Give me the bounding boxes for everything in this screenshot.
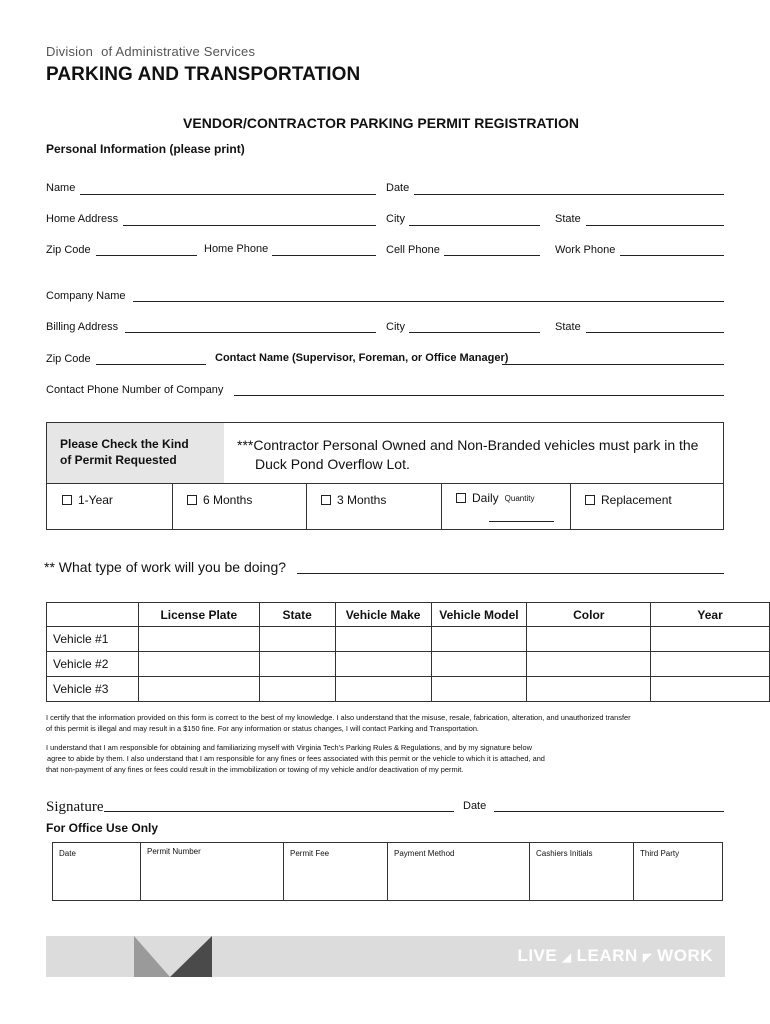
vehicle-table	[46, 602, 770, 702]
zip-code-label: Zip Code	[46, 244, 91, 256]
office-col-permit-number: Permit Number	[141, 843, 284, 901]
permit-col-divider	[172, 483, 173, 530]
office-col-payment-method: Payment Method	[388, 843, 530, 901]
permit-kind-line1: Please Check the Kind	[60, 437, 189, 451]
option-6-months-label: 6 Months	[203, 493, 253, 507]
option-replacement-label: Replacement	[601, 493, 672, 507]
city-label: City	[386, 213, 405, 225]
home-address-field[interactable]	[123, 225, 376, 226]
option-3-months-label: 3 Months	[337, 493, 387, 507]
state-label: State	[555, 213, 581, 225]
vehicle-header-blank	[47, 603, 139, 627]
billing-state-label: State	[555, 321, 581, 333]
cell-phone-label: Cell Phone	[386, 244, 440, 256]
billing-zip-field[interactable]	[96, 364, 206, 365]
table-row	[47, 627, 770, 652]
parking-note-line2: Duck Pond Overflow Lot.	[255, 456, 410, 472]
quantity-field[interactable]	[489, 521, 554, 522]
checkbox-6-months[interactable]	[187, 495, 197, 505]
contact-phone-field[interactable]	[234, 395, 724, 396]
option-1-year-label: 1-Year	[78, 493, 113, 507]
vehicle-cell[interactable]	[431, 627, 527, 652]
division-text-b: of Administrative Services	[101, 44, 256, 59]
vehicle-cell[interactable]	[335, 652, 431, 677]
option-3-months[interactable]	[321, 493, 386, 507]
signature-field[interactable]	[104, 811, 454, 812]
slogan-live: LIVE	[517, 946, 558, 965]
permit-kind-line2: of Permit Requested	[60, 453, 177, 467]
name-field[interactable]	[80, 194, 376, 195]
home-phone-label: Home Phone	[204, 243, 269, 255]
division-label	[46, 44, 255, 59]
triangle-right-icon: ◤	[642, 952, 652, 964]
option-daily[interactable]	[456, 491, 534, 505]
permit-divider	[46, 483, 724, 484]
work-phone-label: Work Phone	[555, 244, 616, 256]
header-license-plate: License Plate	[138, 603, 259, 627]
signature-date-label: Date	[463, 800, 487, 812]
vehicle-cell[interactable]	[335, 627, 431, 652]
zip-code-field[interactable]	[96, 255, 197, 256]
signature-label: Signature	[46, 799, 104, 815]
company-name-label: Company Name	[46, 290, 126, 302]
checkbox-1-year[interactable]	[62, 495, 72, 505]
checkbox-daily[interactable]	[456, 493, 466, 503]
office-use-table	[52, 842, 723, 901]
option-daily-label: Daily	[472, 491, 499, 505]
office-use-title: For Office Use Only	[46, 821, 159, 835]
vehicle-table-header	[47, 603, 770, 627]
slogan-learn: LEARN	[576, 946, 638, 965]
certification-line: of this permit is illegal and may result in a $150 fine. For any information or status changes, I will contact Parking and Transportation.	[46, 724, 479, 733]
name-label: Name	[46, 182, 76, 194]
work-type-question: ** What type of work will you be doing?	[44, 559, 287, 575]
office-col-permit-fee: Permit Fee	[284, 843, 388, 901]
triangle-left-icon: ◢	[562, 952, 572, 964]
work-type-field[interactable]	[297, 573, 724, 574]
department-title: PARKING AND TRANSPORTATION	[46, 64, 361, 85]
company-name-field[interactable]	[133, 301, 724, 302]
city-field[interactable]	[409, 225, 540, 226]
certification-line: I understand that I am responsible for obtaining and familiarizing myself with Virginia Tech’s Parking Rules & Regulations, and by my signature below	[46, 743, 532, 752]
logo-light-shape	[134, 936, 170, 977]
vehicle-cell[interactable]	[527, 627, 651, 652]
billing-zip-label: Zip Code	[46, 353, 91, 365]
billing-state-field[interactable]	[586, 332, 724, 333]
header-state: State	[259, 603, 335, 627]
vehicle-cell[interactable]	[651, 677, 770, 702]
option-replacement[interactable]	[585, 493, 672, 507]
billing-address-field[interactable]	[125, 332, 376, 333]
division-text-a: Division	[46, 44, 94, 59]
quantity-label: Quantity	[504, 493, 535, 503]
vehicle-cell[interactable]	[259, 652, 335, 677]
option-6-months[interactable]	[187, 493, 252, 507]
parking-note-line1: ***Contractor Personal Owned and Non-Branded vehicles must park in the	[237, 437, 699, 453]
office-col-date: Date	[53, 843, 141, 901]
billing-city-label: City	[386, 321, 405, 333]
table-row	[47, 677, 770, 702]
checkbox-3-months[interactable]	[321, 495, 331, 505]
vehicle-cell[interactable]	[259, 627, 335, 652]
checkbox-replacement[interactable]	[585, 495, 595, 505]
option-1-year[interactable]	[62, 493, 113, 507]
vehicle-cell[interactable]	[651, 652, 770, 677]
vehicle-cell[interactable]	[138, 677, 259, 702]
permit-kind-label	[60, 436, 189, 468]
vehicle-row-label: Vehicle #2	[47, 652, 139, 677]
header-vehicle-make: Vehicle Make	[335, 603, 431, 627]
vehicle-cell[interactable]	[138, 627, 259, 652]
certification-line: agree to abide by them. I also understand that I am responsible for any fines or fees associated with this permit or the vehicle to which it is attached, and	[47, 754, 545, 763]
vehicle-cell[interactable]	[431, 677, 527, 702]
certification-line: I certify that the information provided on this form is correct to the best of my knowledge. I also understand that the misuse, resale, fabrication, alteration, and unauthorized transfer	[46, 713, 631, 722]
header-vehicle-model: Vehicle Model	[431, 603, 527, 627]
personal-info-heading: Personal Information (please print)	[46, 142, 245, 156]
certification-line: that non-payment of any fines or fees could result in the immobilization or towing of my vehicle and/or deactivation of my permit.	[46, 765, 464, 774]
vehicle-cell[interactable]	[259, 677, 335, 702]
permit-col-divider	[306, 483, 307, 530]
state-field[interactable]	[586, 225, 724, 226]
permit-col-divider	[570, 483, 571, 530]
vehicle-cell[interactable]	[138, 652, 259, 677]
office-col-third-party: Third Party	[634, 843, 723, 901]
university-logo-icon	[46, 936, 216, 977]
logo-dark-shape	[170, 936, 212, 977]
header-color: Color	[527, 603, 651, 627]
form-title: VENDOR/CONTRACTOR PARKING PERMIT REGISTRATION	[183, 115, 579, 131]
parking-note	[237, 436, 717, 474]
vehicle-row-label: Vehicle #1	[47, 627, 139, 652]
vehicle-cell[interactable]	[335, 677, 431, 702]
certification-paragraph-1	[46, 712, 736, 734]
cell-phone-field[interactable]	[444, 255, 540, 256]
home-address-label: Home Address	[46, 213, 119, 225]
header-year: Year	[651, 603, 770, 627]
vehicle-cell[interactable]	[527, 652, 651, 677]
vehicle-row-label: Vehicle #3	[47, 677, 139, 702]
date-label: Date	[386, 182, 410, 194]
billing-address-label: Billing Address	[46, 321, 119, 333]
certification-paragraph-2	[46, 742, 736, 775]
table-row	[47, 652, 770, 677]
office-col-cashiers-initials: Cashiers Initials	[530, 843, 634, 901]
vehicle-cell[interactable]	[431, 652, 527, 677]
contact-name-field[interactable]	[502, 364, 724, 365]
date-field[interactable]	[414, 194, 724, 195]
permit-col-divider	[441, 483, 442, 530]
vehicle-cell[interactable]	[651, 627, 770, 652]
vehicle-cell[interactable]	[527, 677, 651, 702]
slogan-work: WORK	[657, 946, 713, 965]
contact-phone-label: Contact Phone Number of Company	[46, 384, 224, 396]
table-row	[53, 843, 723, 901]
signature-date-field[interactable]	[494, 811, 724, 812]
billing-city-field[interactable]	[409, 332, 540, 333]
contact-name-label: Contact Name (Supervisor, Foreman, or Office Manager)	[215, 352, 509, 364]
footer-slogan	[517, 946, 713, 966]
work-phone-field[interactable]	[620, 255, 724, 256]
home-phone-field[interactable]	[272, 255, 376, 256]
